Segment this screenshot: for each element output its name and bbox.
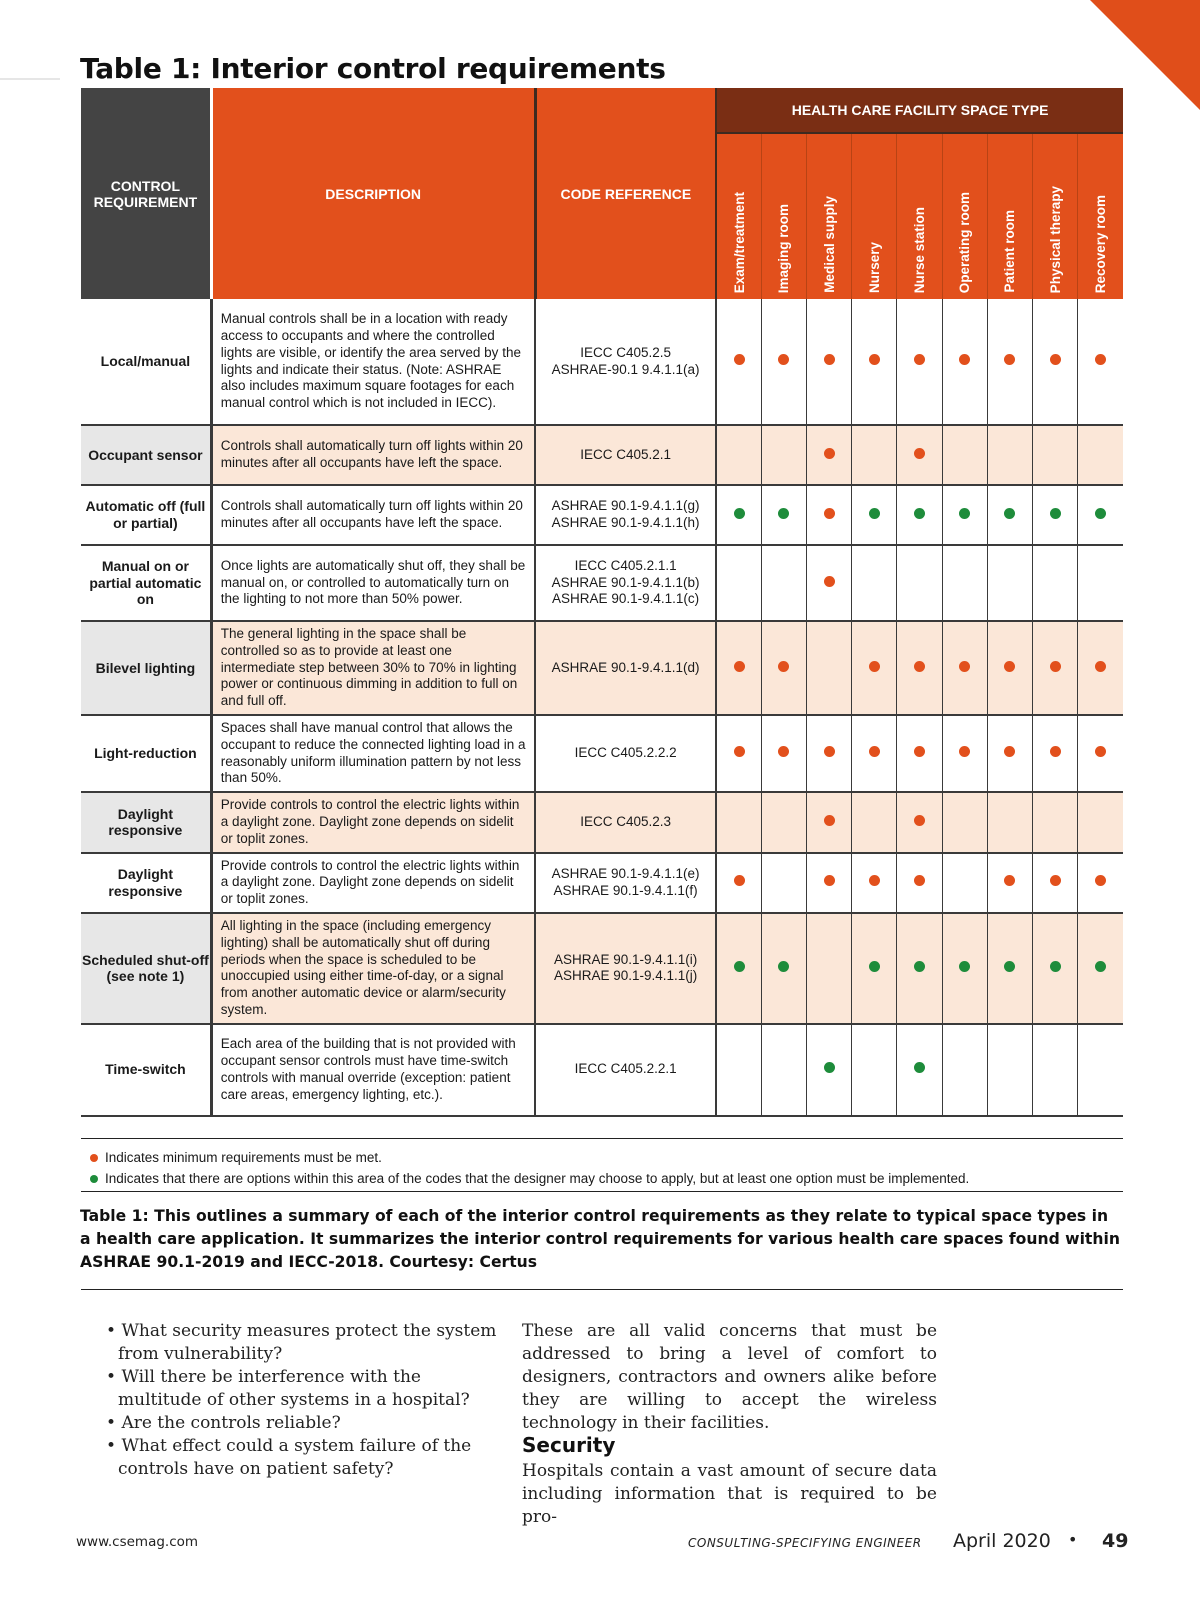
orange-dot-icon bbox=[914, 815, 925, 826]
header-code-reference: CODE REFERENCE bbox=[535, 88, 716, 299]
orange-dot-icon bbox=[1095, 354, 1106, 365]
code-reference-cell: ASHRAE 90.1-9.4.1.1(d) bbox=[535, 621, 716, 715]
orange-dot-icon bbox=[869, 661, 880, 672]
list-item-text: What security measures protect the system from vulnerability? bbox=[118, 1321, 497, 1364]
space-type-cell bbox=[716, 299, 761, 425]
green-dot-icon bbox=[90, 1175, 98, 1183]
control-requirement-cell: Manual on or partial automatic on bbox=[81, 545, 211, 621]
footer-bullet: • bbox=[1068, 1530, 1078, 1549]
space-type-label: Nurse station bbox=[912, 206, 928, 293]
space-type-cell bbox=[761, 913, 806, 1024]
space-type-cell bbox=[1078, 853, 1123, 913]
header-space-type bbox=[761, 133, 806, 299]
orange-dot-icon bbox=[824, 746, 835, 757]
header-facility-space-type: HEALTH CARE FACILITY SPACE TYPE bbox=[716, 88, 1123, 133]
green-dot-icon bbox=[1004, 508, 1015, 519]
orange-dot-icon bbox=[1004, 354, 1015, 365]
code-reference-cell: IECC C405.2.3 bbox=[535, 792, 716, 852]
space-type-cell bbox=[761, 485, 806, 545]
table-row bbox=[81, 715, 1123, 792]
legend bbox=[90, 1147, 969, 1189]
space-type-cell bbox=[852, 913, 897, 1024]
space-type-cell bbox=[987, 621, 1032, 715]
orange-dot-icon bbox=[824, 815, 835, 826]
list-item bbox=[106, 1366, 506, 1412]
header-description: DESCRIPTION bbox=[211, 88, 535, 299]
list-item-text: What effect could a system failure of the controls have on patient safety? bbox=[118, 1436, 472, 1479]
orange-dot-icon bbox=[959, 354, 970, 365]
legend-top-rule bbox=[81, 1138, 1123, 1139]
description-cell: The general lighting in the space shall be controlled so as to provide at least one intermediate step between 30% to 70% in lighting power or continuous dimming in addition to full on and full off. bbox=[211, 621, 535, 715]
green-dot-icon bbox=[869, 508, 880, 519]
green-dot-icon bbox=[1050, 508, 1061, 519]
space-type-cell bbox=[1033, 621, 1078, 715]
orange-dot-icon bbox=[959, 661, 970, 672]
section-heading: Security bbox=[522, 1433, 616, 1457]
header-space-type bbox=[716, 133, 761, 299]
code-reference-cell: IECC C405.2.1.1 ASHRAE 90.1-9.4.1.1(b) ASHRAE 90.1-9.4.1.1(c) bbox=[535, 545, 716, 621]
space-type-cell bbox=[852, 1024, 897, 1116]
green-dot-icon bbox=[959, 508, 970, 519]
code-reference-cell: ASHRAE 90.1-9.4.1.1(g) ASHRAE 90.1-9.4.1.1(h) bbox=[535, 485, 716, 545]
space-type-cell bbox=[1078, 1024, 1123, 1116]
table-row bbox=[81, 1024, 1123, 1116]
green-dot-icon bbox=[1095, 508, 1106, 519]
description-cell: Each area of the building that is not provided with occupant sensor controls must have time-switch controls with manual override (exception: patient care areas, emergency lighting, etc.). bbox=[211, 1024, 535, 1116]
orange-dot-icon bbox=[1050, 875, 1061, 886]
control-requirement-cell: Daylight responsive bbox=[81, 853, 211, 913]
code-reference-cell: IECC C405.2.2.2 bbox=[535, 715, 716, 792]
orange-dot-icon bbox=[869, 875, 880, 886]
space-type-cell bbox=[1033, 1024, 1078, 1116]
space-type-cell bbox=[807, 1024, 852, 1116]
space-type-cell bbox=[761, 1024, 806, 1116]
space-type-cell bbox=[807, 425, 852, 485]
space-type-cell bbox=[852, 485, 897, 545]
space-type-cell bbox=[942, 299, 987, 425]
space-type-cell bbox=[716, 485, 761, 545]
control-requirement-cell: Local/manual bbox=[81, 299, 211, 425]
description-cell: Provide controls to control the electric lights within a daylight zone. Daylight zone depends on sidelit or toplit zones. bbox=[211, 792, 535, 852]
control-requirement-cell: Light-reduction bbox=[81, 715, 211, 792]
space-type-cell bbox=[716, 621, 761, 715]
orange-dot-icon bbox=[778, 661, 789, 672]
bullet-icon: • bbox=[106, 1436, 122, 1456]
space-type-cell bbox=[807, 853, 852, 913]
body-paragraph: These are all valid concerns that must be addressed to bring a level of comfort to designers, contractors and owners alike before they are willing to accept the wireless technology in their facilities. bbox=[522, 1321, 937, 1433]
space-type-cell bbox=[897, 299, 942, 425]
space-type-cell bbox=[1033, 913, 1078, 1024]
space-type-cell bbox=[942, 913, 987, 1024]
green-dot-icon bbox=[869, 961, 880, 972]
list-item bbox=[106, 1412, 506, 1435]
green-dot-icon bbox=[914, 1062, 925, 1073]
control-requirement-cell: Daylight responsive bbox=[81, 792, 211, 852]
space-type-cell bbox=[942, 545, 987, 621]
orange-dot-icon bbox=[1095, 661, 1106, 672]
space-type-cell bbox=[716, 715, 761, 792]
space-type-cell bbox=[987, 853, 1032, 913]
space-type-cell bbox=[1078, 621, 1123, 715]
space-type-label: Imaging room bbox=[776, 203, 792, 293]
space-type-cell bbox=[897, 621, 942, 715]
orange-dot-icon bbox=[914, 875, 925, 886]
space-type-cell bbox=[1033, 485, 1078, 545]
space-type-label: Recovery room bbox=[1093, 194, 1109, 293]
list-item bbox=[106, 1435, 506, 1481]
orange-dot-icon bbox=[734, 354, 745, 365]
space-type-cell bbox=[1078, 913, 1123, 1024]
green-dot-icon bbox=[734, 961, 745, 972]
green-dot-icon bbox=[1095, 961, 1106, 972]
space-type-cell bbox=[761, 299, 806, 425]
control-requirement-cell: Automatic off (full or partial) bbox=[81, 485, 211, 545]
table-row bbox=[81, 621, 1123, 715]
header-space-type bbox=[897, 133, 942, 299]
space-type-cell bbox=[987, 715, 1032, 792]
green-dot-icon bbox=[1004, 961, 1015, 972]
space-type-cell bbox=[1033, 425, 1078, 485]
description-cell: Manual controls shall be in a location with ready access to occupants and where the controlled lights are visible, or identify the area served by the lights and indicate their status. (Note: ASHRAE also includes maximum square footages for each manual control which is not included in IECC). bbox=[211, 299, 535, 425]
space-type-cell bbox=[897, 853, 942, 913]
orange-dot-icon bbox=[1004, 875, 1015, 886]
table-row bbox=[81, 485, 1123, 545]
space-type-cell bbox=[942, 1024, 987, 1116]
orange-dot-icon bbox=[824, 576, 835, 587]
code-reference-cell: ASHRAE 90.1-9.4.1.1(i) ASHRAE 90.1-9.4.1.1(j) bbox=[535, 913, 716, 1024]
orange-dot-icon bbox=[914, 746, 925, 757]
header-control: CONTROL REQUIREMENT bbox=[81, 88, 211, 299]
control-requirement-cell: Scheduled shut-off (see note 1) bbox=[81, 913, 211, 1024]
space-type-cell bbox=[716, 425, 761, 485]
space-type-cell bbox=[1033, 545, 1078, 621]
space-type-cell bbox=[807, 545, 852, 621]
space-type-cell bbox=[716, 545, 761, 621]
orange-dot-icon bbox=[914, 661, 925, 672]
list-item bbox=[106, 1320, 506, 1366]
control-requirement-cell: Time-switch bbox=[81, 1024, 211, 1116]
space-type-cell bbox=[852, 621, 897, 715]
bullet-list bbox=[106, 1320, 506, 1481]
space-type-cell bbox=[852, 545, 897, 621]
orange-dot-icon bbox=[824, 448, 835, 459]
table-row bbox=[81, 299, 1123, 425]
space-type-cell bbox=[942, 853, 987, 913]
orange-dot-icon bbox=[734, 661, 745, 672]
green-dot-icon bbox=[959, 961, 970, 972]
space-type-cell bbox=[987, 545, 1032, 621]
control-requirement-cell: Bilevel lighting bbox=[81, 621, 211, 715]
space-type-cell bbox=[807, 715, 852, 792]
table-row bbox=[81, 913, 1123, 1024]
space-type-cell bbox=[987, 485, 1032, 545]
table-title: Table 1: Interior control requirements bbox=[80, 52, 666, 85]
space-type-cell bbox=[716, 1024, 761, 1116]
bullet-icon: • bbox=[106, 1367, 122, 1387]
orange-dot-icon bbox=[914, 354, 925, 365]
green-dot-icon bbox=[824, 1062, 835, 1073]
top-rule bbox=[0, 78, 60, 80]
space-type-cell bbox=[897, 485, 942, 545]
orange-dot-icon bbox=[90, 1154, 98, 1162]
space-type-cell bbox=[761, 715, 806, 792]
footer-url[interactable]: www.csemag.com bbox=[76, 1534, 199, 1550]
control-requirement-cell: Occupant sensor bbox=[81, 425, 211, 485]
footer-page-number: 49 bbox=[1102, 1530, 1129, 1552]
space-type-cell bbox=[807, 913, 852, 1024]
space-type-cell bbox=[761, 792, 806, 852]
orange-dot-icon bbox=[1004, 661, 1015, 672]
orange-dot-icon bbox=[1050, 746, 1061, 757]
space-type-cell bbox=[987, 425, 1032, 485]
orange-dot-icon bbox=[1004, 746, 1015, 757]
orange-dot-icon bbox=[959, 746, 970, 757]
code-reference-cell: IECC C405.2.5 ASHRAE-90.1 9.4.1.1(a) bbox=[535, 299, 716, 425]
legend-orange-text: Indicates minimum requirements must be met. bbox=[105, 1150, 382, 1165]
space-type-cell bbox=[942, 792, 987, 852]
space-type-cell bbox=[852, 715, 897, 792]
code-reference-cell: ASHRAE 90.1-9.4.1.1(e) ASHRAE 90.1-9.4.1.1(f) bbox=[535, 853, 716, 913]
space-type-cell bbox=[897, 792, 942, 852]
header-space-type bbox=[1033, 133, 1078, 299]
code-reference-cell: IECC C405.2.2.1 bbox=[535, 1024, 716, 1116]
space-type-cell bbox=[1033, 299, 1078, 425]
table-row bbox=[81, 792, 1123, 852]
section-paragraph: Hospitals contain a vast amount of secure data including information that is required to be pro- bbox=[522, 1461, 937, 1527]
space-type-cell bbox=[852, 425, 897, 485]
footer-magazine: CONSULTING-SPECIFYING ENGINEER bbox=[688, 1536, 922, 1550]
space-type-cell bbox=[716, 913, 761, 1024]
space-type-cell bbox=[897, 715, 942, 792]
table-caption: Table 1: This outlines a summary of each of the interior control requirements as they relate to typical space types in a health care application. It summarizes the interior control requirements for various health care spaces found within ASHRAE 90.1-2019 and IECC-2018. Courtesy: Certus bbox=[80, 1207, 1120, 1271]
description-cell: Controls shall automatically turn off lights within 20 minutes after all occupants have left the space. bbox=[211, 485, 535, 545]
description-cell: Provide controls to control the electric lights within a daylight zone. Daylight zone depends on sidelit or toplit zones. bbox=[211, 853, 535, 913]
orange-dot-icon bbox=[914, 448, 925, 459]
space-type-cell bbox=[942, 715, 987, 792]
space-type-cell bbox=[987, 792, 1032, 852]
space-type-cell bbox=[1078, 792, 1123, 852]
space-type-cell bbox=[897, 545, 942, 621]
green-dot-icon bbox=[914, 508, 925, 519]
description-cell: All lighting in the space (including emergency lighting) shall be automatically shut off during periods when the space is scheduled to be unoccupied using either time-of-day, or a signal from another automatic device or alarm/security system. bbox=[211, 913, 535, 1024]
space-type-cell bbox=[1078, 425, 1123, 485]
space-type-cell bbox=[897, 1024, 942, 1116]
green-dot-icon bbox=[778, 508, 789, 519]
header-space-type bbox=[807, 133, 852, 299]
space-type-cell bbox=[987, 299, 1032, 425]
orange-dot-icon bbox=[734, 746, 745, 757]
space-type-cell bbox=[942, 425, 987, 485]
bullet-icon: • bbox=[106, 1413, 122, 1433]
space-type-cell bbox=[807, 621, 852, 715]
description-cell: Controls shall automatically turn off lights within 20 minutes after all occupants have left the space. bbox=[211, 425, 535, 485]
legend-orange bbox=[90, 1147, 969, 1168]
space-type-cell bbox=[852, 792, 897, 852]
caption-bottom-rule bbox=[81, 1289, 1123, 1290]
space-type-cell bbox=[807, 299, 852, 425]
space-type-cell bbox=[1033, 715, 1078, 792]
green-dot-icon bbox=[778, 961, 789, 972]
orange-dot-icon bbox=[824, 354, 835, 365]
space-type-cell bbox=[761, 425, 806, 485]
space-type-label: Physical therapy bbox=[1047, 185, 1063, 293]
legend-green bbox=[90, 1168, 969, 1189]
space-type-cell bbox=[852, 299, 897, 425]
requirements-table bbox=[81, 88, 1123, 1117]
space-type-cell bbox=[716, 853, 761, 913]
table-row bbox=[81, 853, 1123, 913]
orange-dot-icon bbox=[778, 354, 789, 365]
legend-green-text: Indicates that there are options within this area of the codes that the designer may choose to apply, but at least one option must be implemented. bbox=[105, 1171, 970, 1186]
space-type-cell bbox=[761, 621, 806, 715]
table-row bbox=[81, 425, 1123, 485]
footer-date: April 2020 bbox=[953, 1530, 1051, 1552]
space-type-cell bbox=[987, 913, 1032, 1024]
space-type-cell bbox=[1078, 485, 1123, 545]
orange-dot-icon bbox=[734, 875, 745, 886]
space-type-label: Nursery bbox=[866, 241, 882, 293]
legend-bottom-rule bbox=[81, 1191, 1123, 1192]
orange-dot-icon bbox=[1050, 661, 1061, 672]
space-type-cell bbox=[807, 485, 852, 545]
orange-dot-icon bbox=[1095, 746, 1106, 757]
header-space-type bbox=[852, 133, 897, 299]
orange-dot-icon bbox=[869, 746, 880, 757]
space-type-cell bbox=[987, 1024, 1032, 1116]
space-type-cell bbox=[761, 545, 806, 621]
space-type-cell bbox=[1033, 792, 1078, 852]
space-type-cell bbox=[942, 485, 987, 545]
header-space-type bbox=[1078, 133, 1123, 299]
space-type-label: Medical supply bbox=[821, 196, 837, 293]
space-type-cell bbox=[1078, 715, 1123, 792]
space-type-cell bbox=[1078, 545, 1123, 621]
green-dot-icon bbox=[914, 961, 925, 972]
space-type-cell bbox=[761, 853, 806, 913]
code-reference-cell: IECC C405.2.1 bbox=[535, 425, 716, 485]
orange-dot-icon bbox=[869, 354, 880, 365]
space-type-cell bbox=[897, 913, 942, 1024]
orange-dot-icon bbox=[1050, 354, 1061, 365]
space-type-label: Patient room bbox=[1002, 210, 1018, 293]
orange-dot-icon bbox=[1095, 875, 1106, 886]
space-type-cell bbox=[942, 621, 987, 715]
orange-dot-icon bbox=[778, 746, 789, 757]
description-cell: Once lights are automatically shut off, they shall be manual on, or controlled to automatically turn on the lighting to not more than 50% power. bbox=[211, 545, 535, 621]
space-type-cell bbox=[897, 425, 942, 485]
space-type-cell bbox=[716, 792, 761, 852]
space-type-label: Exam/treatment bbox=[731, 191, 747, 293]
space-type-cell bbox=[1033, 853, 1078, 913]
header-space-type bbox=[942, 133, 987, 299]
space-type-cell bbox=[1078, 299, 1123, 425]
green-dot-icon bbox=[1050, 961, 1061, 972]
green-dot-icon bbox=[734, 508, 745, 519]
description-cell: Spaces shall have manual control that allows the occupant to reduce the connected lighting load in a reasonably uniform illumination pattern by not less than 50%. bbox=[211, 715, 535, 792]
space-type-cell bbox=[807, 792, 852, 852]
space-type-label: Operating room bbox=[957, 191, 973, 293]
table-row bbox=[81, 545, 1123, 621]
bullet-icon: • bbox=[106, 1321, 122, 1341]
list-item-text: Are the controls reliable? bbox=[121, 1413, 341, 1433]
orange-dot-icon bbox=[824, 875, 835, 886]
header-space-type bbox=[987, 133, 1032, 299]
orange-dot-icon bbox=[824, 508, 835, 519]
list-item-text: Will there be interference with the multitude of other systems in a hospital? bbox=[118, 1367, 470, 1410]
space-type-cell bbox=[852, 853, 897, 913]
